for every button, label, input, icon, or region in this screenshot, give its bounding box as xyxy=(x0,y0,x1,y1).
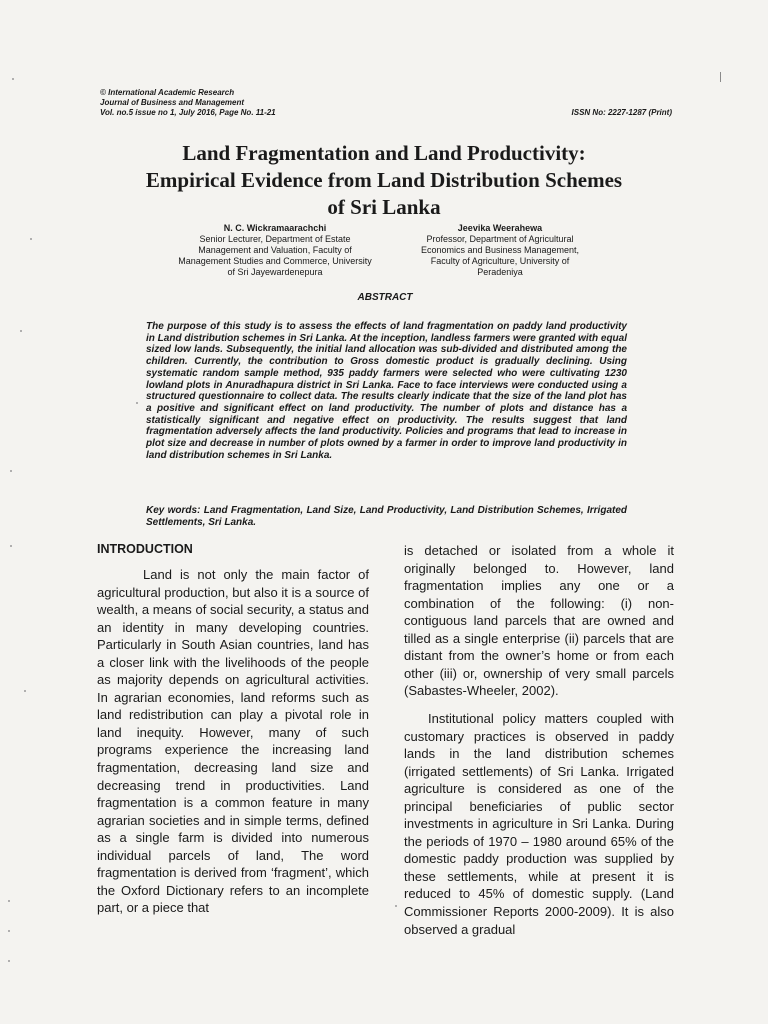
author-affiliation: Faculty of Agriculture, University of xyxy=(430,256,570,266)
author-affiliation: Economics and Business Management, xyxy=(420,245,580,255)
author-block xyxy=(395,223,605,278)
keywords: Key words: Land Fragmentation, Land Size, Land Productivity, Land Distribution Schemes, Irrigated Settlements, Sri Lanka. xyxy=(146,505,627,528)
body-paragraph: is detached or isolated from a whole it originally belonged to. However, land fragmentation implies any one or a combination of the following: (i) non-contiguous land parcels that are owned and tilled as a single enterprise (ii) parcels that are distant from the owner’s home or from each other (iii) or, ownership of very small parcels (Sabastes-Wheeler, 2002). xyxy=(404,543,674,699)
citation-line: Journal of Business and Management xyxy=(100,98,245,107)
journal-citation xyxy=(100,88,276,118)
citation-line: © International Academic Research xyxy=(100,88,235,97)
author-affiliation: Senior Lecturer, Department of Estate xyxy=(199,234,351,244)
scan-speck xyxy=(24,690,26,692)
author-name: N. C. Wickramaarachchi xyxy=(223,223,327,233)
citation-line: Vol. no.5 issue no 1, July 2016, Page No. 11-21 xyxy=(100,108,276,117)
author-name: Jeevika Weerahewa xyxy=(457,223,543,233)
abstract-text: The purpose of this study is to assess the effects of land fragmentation on paddy land productivity in Land distribution schemes in Sri Lanka. At the inception, landless farmers were granted with equal sized low lands. Subsequently, the initial land allocation was sub-divided and distributed among the children. Currently, the contribution to Gross domestic product is gradually declining. Using systematic random sample method, 935 paddy farmers were selected who were cultivating 1230 lowland plots in Anuradhapura district in Sri Lanka. Face to face interviews were conducted using a structured questionnaire to collect data. The results clearly indicate that the size of the land plot has a positive and significant effect on land productivity. The number of plots and distance has a statistically significant and negative effect on productivity. The results suggest that land fragmentation adversely affects the land productivity. Policies and programs that lead to increase in plot size and decrease in number of plots owned by a farmer in order to improve land productivity in land distribution schemes in Sri Lanka. xyxy=(146,321,627,461)
scan-speck xyxy=(8,930,10,932)
author-affiliation: Peradeniya xyxy=(477,267,523,277)
scan-speck xyxy=(20,330,22,332)
scan-speck xyxy=(8,900,10,902)
paper-title xyxy=(96,140,672,221)
title-line: Empirical Evidence from Land Distribution Schemes xyxy=(145,168,623,192)
author-block xyxy=(160,223,390,278)
scan-speck xyxy=(12,78,14,80)
scan-speck xyxy=(395,905,397,907)
scan-speck xyxy=(30,238,32,240)
body-paragraph: Land is not only the main factor of agricultural production, but also it is a source of wealth, a means of social security, a status and an identity in many developing countries. Particularly in South Asian countries, land has a closer link with the livelihoods of the people as majority depends on agricultural activities. In agrarian economies, land reforms such as land redistribution can play a pivotal role in land inequity. However, many of such programs experience the increasing land fragmentation, decreasing land size and decreasing trend in productivities. Land fragmentation is a common feature in many agrarian societies and in simple terms, defined as a single farm is divided into numerous individual parcels of land, The word fragmentation is derived from ‘fragment’, which the Oxford Dictionary refers to an incomplete part, or a piece that xyxy=(97,567,369,916)
author-affiliation: Management and Valuation, Faculty of xyxy=(198,245,352,255)
title-line: Land Fragmentation and Land Productivity: xyxy=(182,141,586,165)
abstract-heading: ABSTRACT xyxy=(357,292,413,303)
author-affiliation: of Sri Jayewardenepura xyxy=(227,267,323,277)
author-affiliation: Professor, Department of Agricultural xyxy=(426,234,574,244)
scan-mark xyxy=(720,72,721,82)
section-heading: INTRODUCTION xyxy=(97,542,193,556)
scan-speck xyxy=(10,545,12,547)
scan-speck xyxy=(8,960,10,962)
title-line: of Sri Lanka xyxy=(327,195,441,219)
author-affiliation: Management Studies and Commerce, University xyxy=(178,256,372,266)
issn-number: ISSN No: 2227-1287 (Print) xyxy=(571,108,672,117)
scan-speck xyxy=(10,470,12,472)
body-paragraph: Institutional policy matters coupled with customary practices is observed in paddy lands in the land distribution schemes (irrigated settlements) of Sri Lanka. Irrigated agriculture is considered as one of the principal beneficiaries of public sector investments in agriculture in Sri Lanka. During the periods of 1970 – 1980 around 65% of the domestic paddy production was supplied by these settlements, while at present it is reduced to 45% of domestic supply. (Land Commissioner Reports 2000-2009). It is also observed a gradual xyxy=(404,711,674,937)
scan-speck xyxy=(136,402,138,404)
